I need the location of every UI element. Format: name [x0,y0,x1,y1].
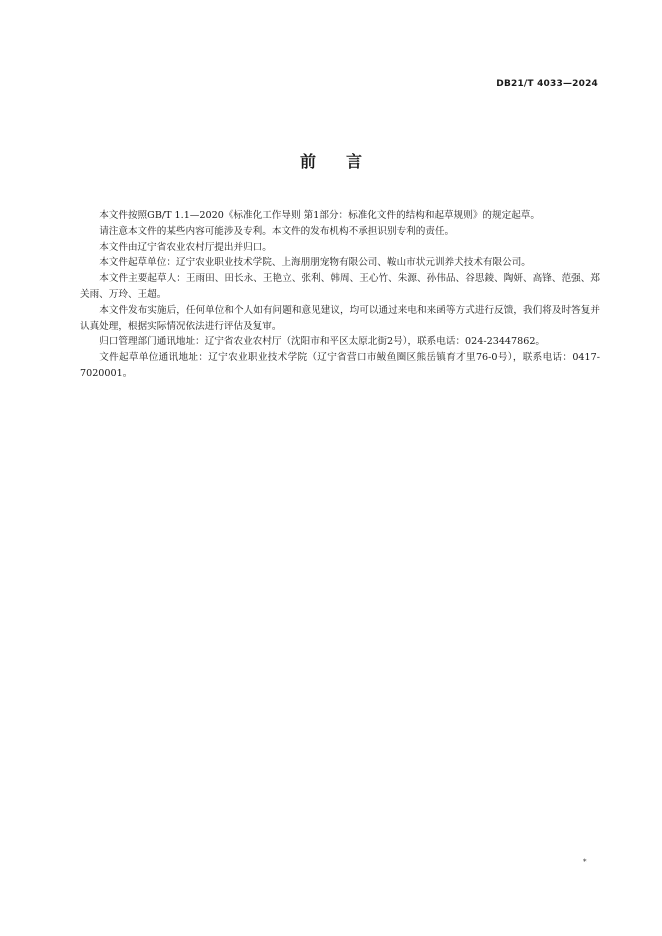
paragraph-feedback: 本文件发布实施后，任何单位和个人如有问题和意见建议，均可以通过来电和来函等方式进行反馈，我们将及时答复并认真处理，根据实际情况依法进行评估及复审。 [80,304,600,332]
paragraph-patent-notice: 请注意本文件的某些内容可能涉及专利。本文件的发布机构不承担识别专利的责任。 [99,225,455,237]
page-mark: * [583,858,587,866]
page-title: 前言 [299,152,392,171]
paragraph-drafters: 本文件主要起草人：王雨田、田长永、王艳立、张利、韩周、王心竹、朱源、孙伟品、谷思錂、陶妍、高锋、范强、郑关雨、万玲、王超。 [80,273,600,300]
foreword-body [80,208,600,382]
paragraph-drafter-contact: 文件起草单位通讯地址：辽宁农业职业技术学院（辽宁省营口市鲅鱼圈区熊岳镇育才里76-0号），联系电话：0417-7020001。 [80,352,600,379]
document-code: DB21/T 4033—2024 [496,79,598,89]
paragraph-admin-contact: 归口管理部门通讯地址：辽宁省农业农村厅（沈阳市和平区太原北街2号），联系电话：024-23447862。 [99,336,546,348]
paragraph-drafting-rules: 本文件按照GB/T 1.1—2020《标准化工作导则 第1部分：标准化文件的结构和起草规则》的规定起草。 [99,210,540,221]
paragraph-proposer: 本文件由辽宁省农业农村厅提出并归口。 [99,241,272,253]
paragraph-drafting-units: 本文件起草单位：辽宁农业职业技术学院、上海朋朋宠物有限公司、鞍山市状元训养犬技术有限公司。 [99,257,531,269]
